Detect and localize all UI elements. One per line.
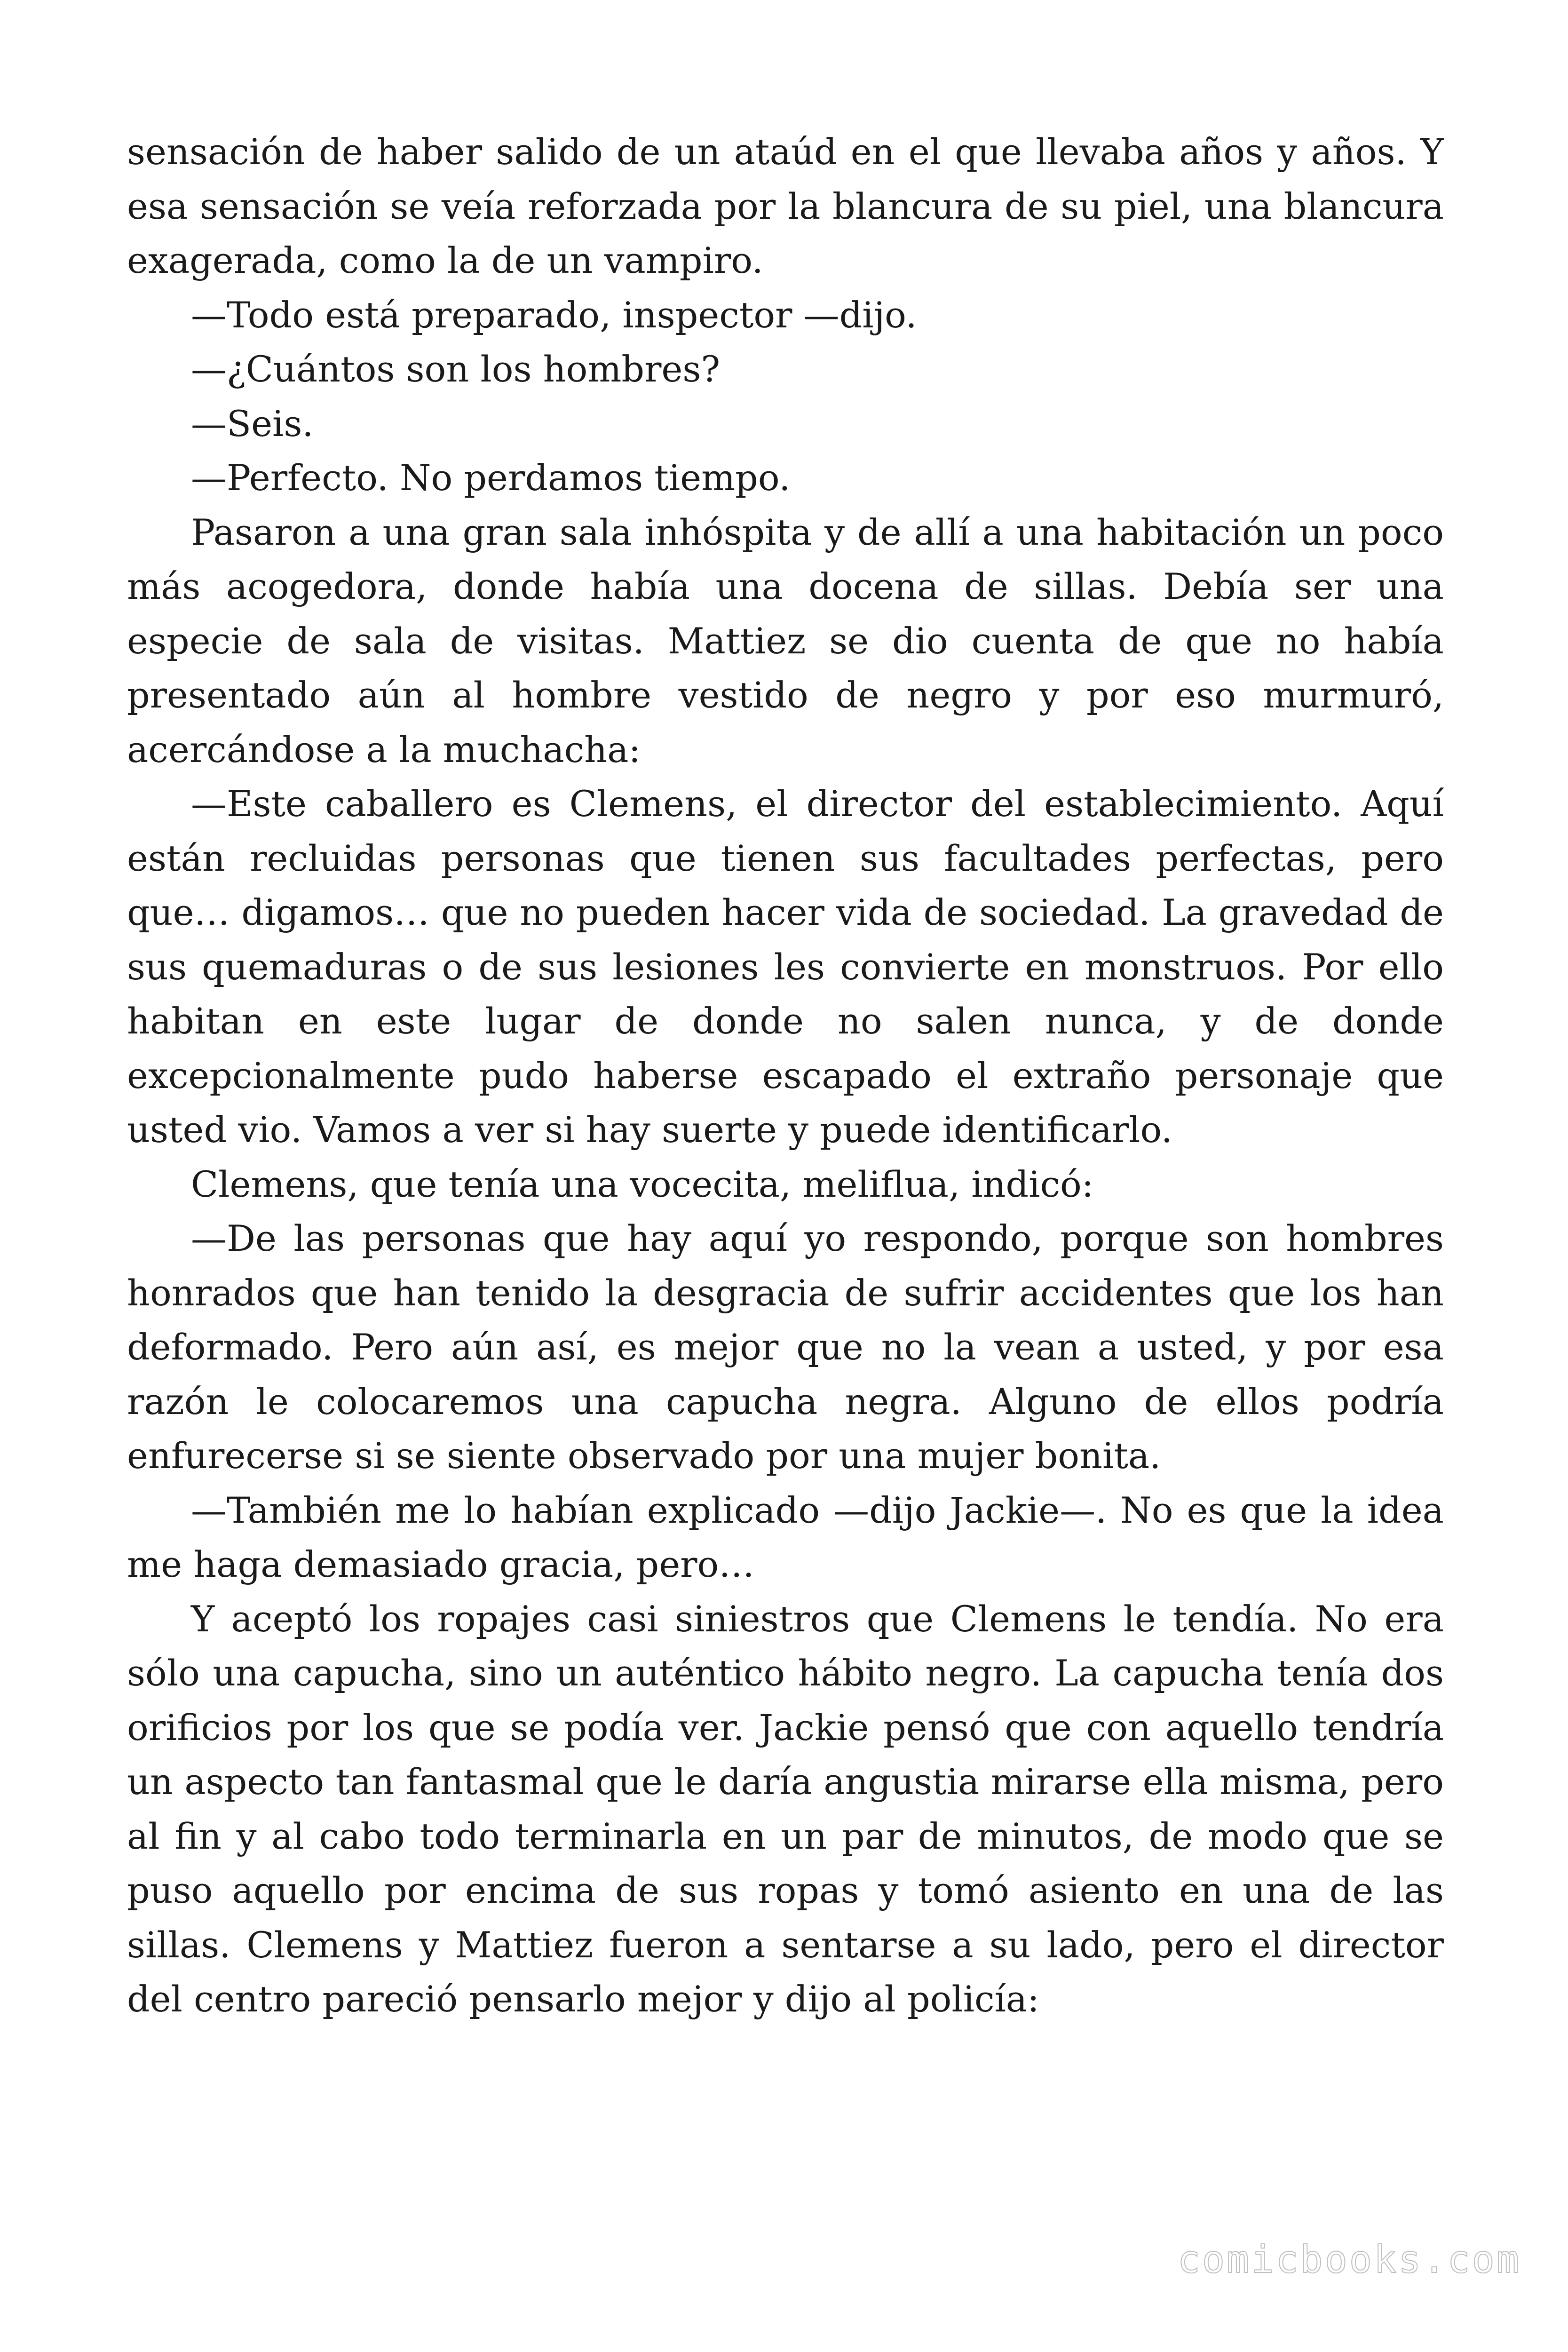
paragraph-narration: Y aceptó los ropajes casi siniestros que Clemens le tendía. No era sólo una capucha, sino un auténtico hábito negro. La capucha tenía dos orificios por los que se podía ver. Jackie pensó que con aquello tendría un aspecto tan fantasmal que le daría angustia mirarse ella misma, pero al fin y al cabo todo terminarla en un par de minutos, de modo que se puso aquello por encima de sus ropas y tomó asiento en una de las sillas. Clemens y Mattiez fueron a sentarse a su lado, pero el director del centro pareció pensarlo mejor y dijo al policía: bbox=[127, 1597, 1444, 2020]
paragraph-dialogue: —También me lo habían explicado —dijo Jackie—. No es que la idea me haga demasiado gracia, pero… bbox=[127, 1489, 1444, 1585]
paragraph-narration: Pasaron a una gran sala inhóspita y de allí a una habitación un poco más acogedora, donde había una docena de sillas. Debía ser una especie de sala de visitas. Mattiez se dio cuenta de que no había presentado aún al hombre vestido de negro y por eso murmuró, acercándose a la muchacha: bbox=[127, 511, 1444, 771]
paragraph-continuation: sensación de haber salido de un ataúd en el que llevaba años y años. Y esa sensación se veía reforzada por la blancura de su piel, una blancura exagerada, como la de un vampiro. bbox=[127, 131, 1444, 281]
paragraph-dialogue: —¿Cuántos son los hombres? bbox=[191, 348, 721, 390]
paragraph-narration: Clemens, que tenía una vocecita, meliflua, indicó: bbox=[191, 1163, 1094, 1205]
watermark-logo: comicbooks.com bbox=[1177, 2238, 1521, 2281]
paragraph-dialogue: —Este caballero es Clemens, el director del establecimiento. Aquí están recluidas personas que tienen sus facultades perfectas, pero que… digamos… que no pueden hacer vida de sociedad. La gravedad de sus quemaduras o de sus lesiones les convierte en monstruos. Por ello habitan en este lugar de donde no salen nunca, y de donde excepcionalmente pudo haberse escapado el extraño personaje que usted vio. Vamos a ver si hay suerte y puede identificarlo. bbox=[127, 783, 1444, 1151]
paragraph-dialogue: —Seis. bbox=[191, 402, 314, 445]
book-page bbox=[127, 125, 1444, 2185]
paragraph-dialogue: —De las personas que hay aquí yo respondo, porque son hombres honrados que han tenido la desgracia de sufrir accidentes que los han deformado. Pero aún así, es mejor que no la vean a usted, y por esa razón le colocaremos una capucha negra. Alguno de ellos podría enfurecerse si se siente observado por una mujer bonita. bbox=[127, 1217, 1444, 1477]
paragraph-dialogue: —Todo está preparado, inspector —dijo. bbox=[191, 294, 917, 336]
paragraph-dialogue: —Perfecto. No perdamos tiempo. bbox=[191, 457, 791, 499]
